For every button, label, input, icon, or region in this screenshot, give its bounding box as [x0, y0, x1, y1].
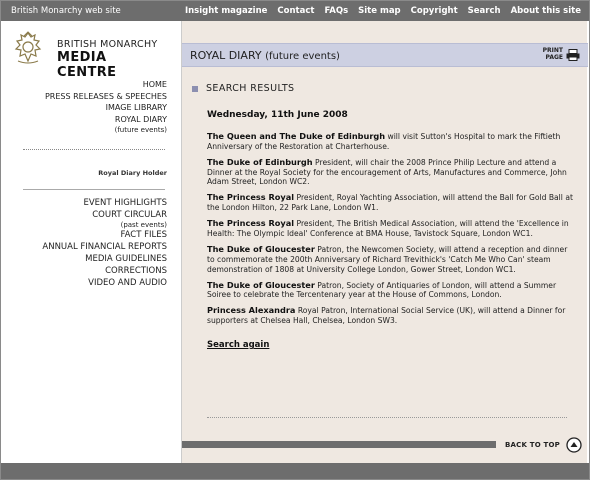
- top-nav-about[interactable]: About this site: [510, 6, 581, 16]
- print-page-label: [543, 48, 563, 61]
- search-again-link[interactable]: Search again: [207, 340, 270, 351]
- entry-name: The Princess Royal: [207, 218, 295, 229]
- entry-name: The Duke of Gloucester: [207, 243, 315, 254]
- entry-text: Patron, Society of Antiquaries of London, will attend a Summer Soiree to celebrate the Tercentenary year at the House of Commons, London.: [207, 280, 557, 300]
- royal-diary-holder-link[interactable]: Royal Diary Holder: [98, 169, 167, 177]
- top-nav-faqs[interactable]: FAQs: [324, 6, 349, 16]
- sidebar: [1, 21, 181, 463]
- list-item: [207, 219, 577, 239]
- nav-press-releases[interactable]: PRESS RELEASES & SPEECHES: [44, 91, 167, 101]
- secondary-nav: [42, 197, 167, 289]
- entry-name: The Duke of Edinburgh: [207, 156, 313, 167]
- entry-text: Patron, the Newcomen Society, will attend a reception and dinner to commemorate the 200th Anniversary of Richard Trevithick's 'Catch Me Who Can' steam demonstration of 1808 at University College London, Gower Street, London WC1.: [207, 244, 568, 274]
- arrow-up-circle-icon: [566, 437, 582, 453]
- top-nav-search[interactable]: Search: [467, 6, 501, 16]
- entry-name: Princess Alexandra: [207, 305, 296, 316]
- main-content: [181, 21, 587, 463]
- results-date: Wednesday, 11th June 2008: [207, 110, 348, 120]
- top-nav-contact[interactable]: Contact: [277, 6, 315, 16]
- list-item: [207, 158, 577, 187]
- media-centre-logo[interactable]: [9, 29, 169, 80]
- top-nav-copyright[interactable]: Copyright: [410, 6, 458, 16]
- royal-crest-icon: [13, 31, 43, 65]
- page-title-sub: (future events): [265, 51, 340, 62]
- print-page-button[interactable]: [543, 48, 580, 61]
- divider: [207, 417, 567, 418]
- nav-home[interactable]: HOME: [142, 80, 167, 89]
- page-title-main: ROYAL DIARY: [190, 49, 262, 62]
- nav-media-guidelines[interactable]: MEDIA GUIDELINES: [85, 254, 167, 264]
- nav-event-highlights[interactable]: EVENT HIGHLIGHTS: [83, 198, 167, 208]
- entry-text: Royal Patron, International Social Service (UK), will attend a Dinner for supporters at Chelsea Hall, Chelsea, London SW3.: [207, 306, 566, 326]
- list-item: [207, 193, 577, 213]
- printer-icon: [566, 49, 580, 61]
- top-nav-sitemap[interactable]: Site map: [358, 6, 401, 16]
- top-nav-insight[interactable]: Insight magazine: [184, 6, 268, 16]
- top-nav: [185, 6, 581, 16]
- entry-name: The Queen and The Duke of Edinburgh: [207, 131, 386, 141]
- page-title: [190, 49, 340, 62]
- logo-line2: MEDIA CENTRE: [57, 50, 117, 80]
- nav-annual-financial-reports[interactable]: ANNUAL FINANCIAL REPORTS: [42, 242, 167, 252]
- divider: [23, 149, 165, 150]
- nav-royal-diary-sub: (future events): [114, 126, 167, 134]
- nav-court-circular-sub: (past events): [120, 221, 167, 229]
- section-title: SEARCH RESULTS: [206, 83, 295, 94]
- logo-line1: BRITISH MONARCHY: [57, 39, 158, 50]
- bottom-bar: [1, 463, 589, 479]
- back-to-top-bar: [182, 441, 496, 448]
- nav-corrections[interactable]: CORRECTIONS: [105, 266, 167, 276]
- nav-video-audio[interactable]: VIDEO AND AUDIO: [88, 278, 167, 288]
- top-bar: [1, 1, 589, 21]
- entry-name: The Princess Royal: [207, 192, 295, 203]
- primary-nav: [45, 79, 167, 137]
- entry-text: will visit Sutton's Hospital to mark the Fiftieth Anniversary of the Restoration at Charterhouse.: [207, 132, 561, 151]
- entry-text: President, will chair the 2008 Prince Philip Lecture and attend a Dinner at the Royal Society for the encouragement of Arts, Manufactures and Commerce, John Adam Street, London WC2.: [207, 157, 567, 187]
- site-name-link[interactable]: British Monarchy web site: [11, 6, 121, 16]
- back-to-top-label: BACK TO TOP: [505, 441, 560, 449]
- entry-text: President, Royal Yachting Association, will attend the Ball for Gold Ball at the London Hilton, 22 Park Lane, London W1.: [207, 193, 573, 213]
- entry-name: The Duke of Gloucester: [207, 279, 315, 290]
- divider: [23, 189, 165, 190]
- list-item: [207, 306, 577, 326]
- print-label-line1: PRINT: [542, 47, 563, 54]
- list-item: [207, 245, 577, 274]
- entry-text: President, The British Medical Association, will attend the 'Excellence in Health: The Olympic Ideal' Conference at BMA House, Tavistock Square, London WC1.: [207, 219, 569, 238]
- nav-court-circular[interactable]: COURT CIRCULAR: [92, 210, 167, 220]
- page-header: [182, 43, 588, 67]
- nav-fact-files[interactable]: FACT FILES: [120, 230, 167, 240]
- nav-image-library[interactable]: IMAGE LIBRARY: [105, 103, 167, 112]
- bullet-square-icon: [192, 86, 198, 92]
- list-item: [207, 132, 577, 152]
- list-item: [207, 281, 577, 301]
- results-list: [207, 132, 577, 351]
- back-to-top-button[interactable]: [505, 437, 582, 453]
- print-label-line2: PAGE: [545, 53, 563, 61]
- section-header: [192, 83, 294, 94]
- nav-royal-diary[interactable]: ROYAL DIARY: [114, 114, 167, 124]
